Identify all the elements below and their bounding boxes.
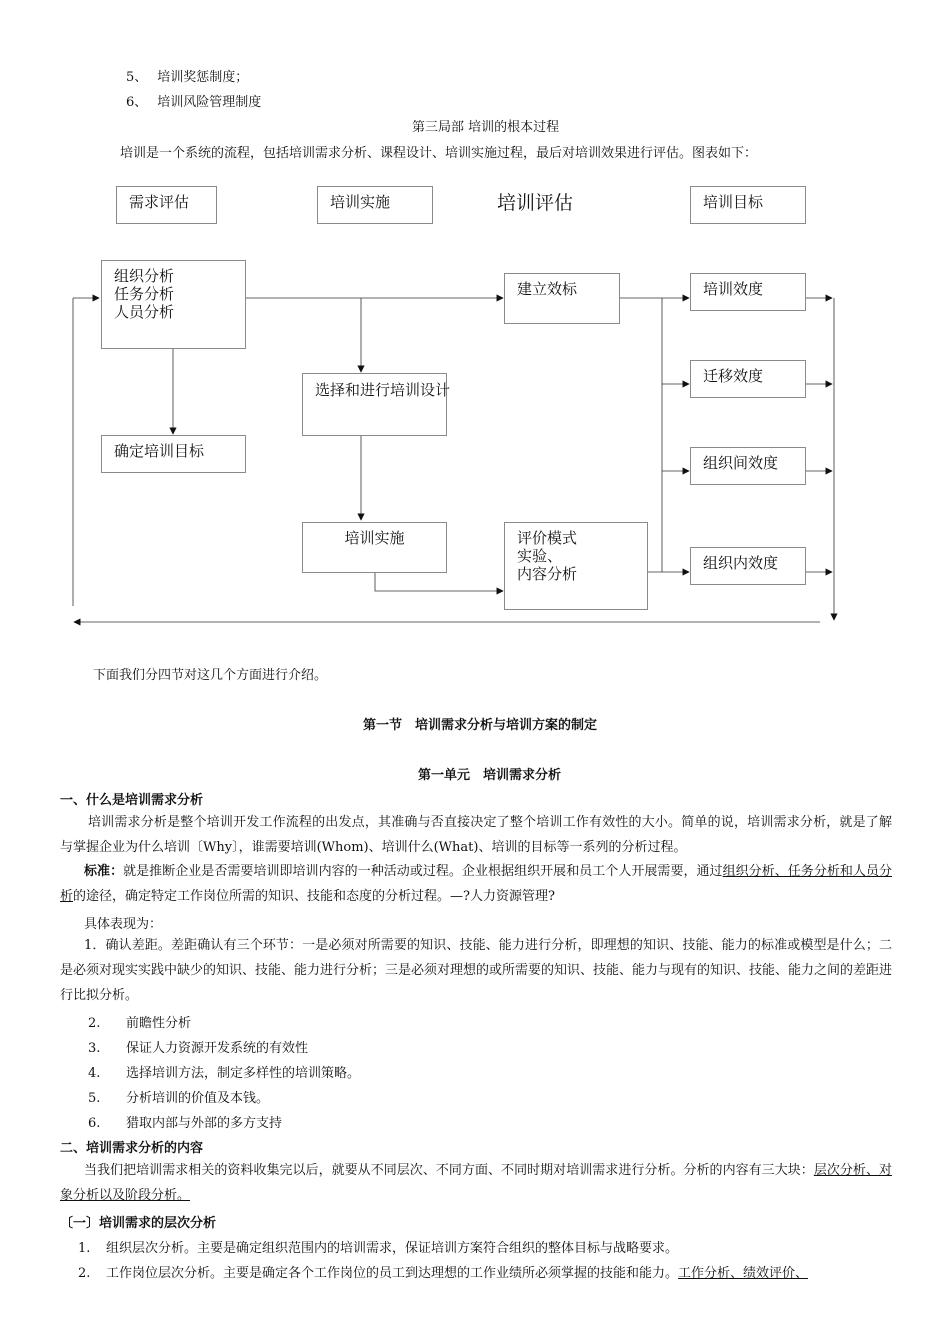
list-item: 5. 分析培训的价值及本钱。 [88, 1091, 270, 1106]
validity-box-intra-org: 组织内效度 [690, 547, 806, 585]
eval-model-box [504, 522, 648, 610]
eval-model-line: 评价模式 [517, 529, 578, 547]
analysis-line: 组织分析 [114, 267, 175, 285]
list-item: 2. 前瞻性分析 [88, 1016, 192, 1031]
analysis-line: 任务分析 [114, 285, 175, 303]
list-item: 3. 保证人力资源开发系统的有效性 [88, 1041, 309, 1056]
list-item: 4. 选择培训方法，制定多样性的培训策略。 [88, 1066, 361, 1081]
heading-what-is: 一、什么是培训需求分析 [60, 793, 204, 808]
underlined-term: 组织分析、任务分析和人员分析 [60, 864, 892, 904]
eval-model-line: 内容分析 [517, 565, 578, 583]
heading-content: 二、培训需求分析的内容 [60, 1141, 204, 1156]
paragraph-item-1: 1．确认差距。差距确认有三个环节：一是必须对所需要的知识、技能、能力进行分析，即理想的知识、技能、能力的标准或模型是什么；二是必须对现实实践中缺少的知识、技能、能力进行分析；三是必须对理想的或所需要的知识、技能、能力与现有的知识、技能、能力之间的差距进行比拟分析。 [60, 938, 893, 1003]
list-item: 1. 组织层次分析。主要是确定组织范围内的培训需求，保证培训方案符合组织的整体目标与战略要求。 [78, 1241, 679, 1256]
underlined-term: 层次分析、对象分析以及阶段分析。 [60, 1163, 892, 1203]
list-text: 培训风险管理制度 [157, 95, 262, 110]
list-item: 6. 猎取内部与外部的多方支持 [88, 1116, 283, 1131]
eval-model-line: 实验、 [517, 547, 563, 565]
implementation-box: 培训实施 [302, 522, 447, 573]
analysis-box [101, 260, 246, 349]
list-number: 5、 [126, 70, 148, 85]
connector-line [375, 572, 503, 591]
list-number: 6、 [126, 95, 148, 110]
validity-box-transfer: 迁移效度 [690, 360, 806, 398]
section-title: 第一节 培训需求分析与培训方案的制定 [363, 718, 598, 733]
unit-title: 第一单元 培训需求分析 [418, 768, 562, 783]
list-item: 2. 工作岗位层次分析。主要是确定各个工作岗位的员工到达理想的工作业绩所必须掌握的技能和能力。工作分析、绩效评价、 [78, 1266, 809, 1281]
performance-label: 具体表现为： [84, 917, 163, 932]
after-diagram-text: 下面我们分四节对这几个方面进行介绍。 [93, 668, 328, 683]
paragraph-content: 当我们把培训需求相关的资料收集完以后，就要从不同层次、不同方面、不同时期对培训需求进行分析。分析的内容有三大块：层次分析、对象分析以及阶段分析。 [60, 1163, 892, 1203]
subheading-levels: 〔一〕培训需求的层次分析 [60, 1216, 217, 1231]
part-intro: 培训是一个系统的流程，包括培训需求分析、课程设计、培训实施过程，最后对培训效果进行评估。图表如下： [120, 146, 758, 161]
header-evaluation: 培训评估 [497, 192, 574, 214]
validity-box-training: 培训效度 [690, 273, 806, 311]
paragraph-definition: 标准：就是推断企业是否需要培训即培训内容的一种活动或过程。企业根据组织开展和员工个人开展需要，通过组织分析、任务分析和人员分析的途径，确定特定工作岗位所需的知识、技能和态度的分析过程。—?人力资源管理? [60, 864, 892, 904]
design-box: 选择和进行培训设计 [302, 373, 447, 436]
underlined-term: 工作分析、绩效评价、 [678, 1266, 809, 1281]
criteria-box: 建立效标 [504, 273, 620, 324]
header-needs-assessment: 需求评估 [116, 186, 217, 224]
list-text: 培训奖惩制度； [157, 70, 249, 85]
validity-box-inter-org: 组织间效度 [690, 447, 806, 485]
analysis-line: 人员分析 [114, 303, 175, 321]
header-goal: 培训目标 [690, 186, 806, 224]
definition-label: 标准： [84, 864, 124, 879]
paragraph-intro: 培训需求分析是整个培训开发工作流程的出发点，其准确与否直接决定了整个培训工作有效性的大小。简单的说，培训需求分析，就是了解与掌握企业为什么培训〔Why〕，谁需要培训(Whom)、培训什么(What)、培训的目标等一系列的分析过程。 [60, 815, 892, 855]
header-implementation: 培训实施 [317, 186, 433, 224]
part-title: 第三局部 培训的根本过程 [412, 120, 560, 135]
set-goal-box: 确定培训目标 [101, 435, 246, 473]
